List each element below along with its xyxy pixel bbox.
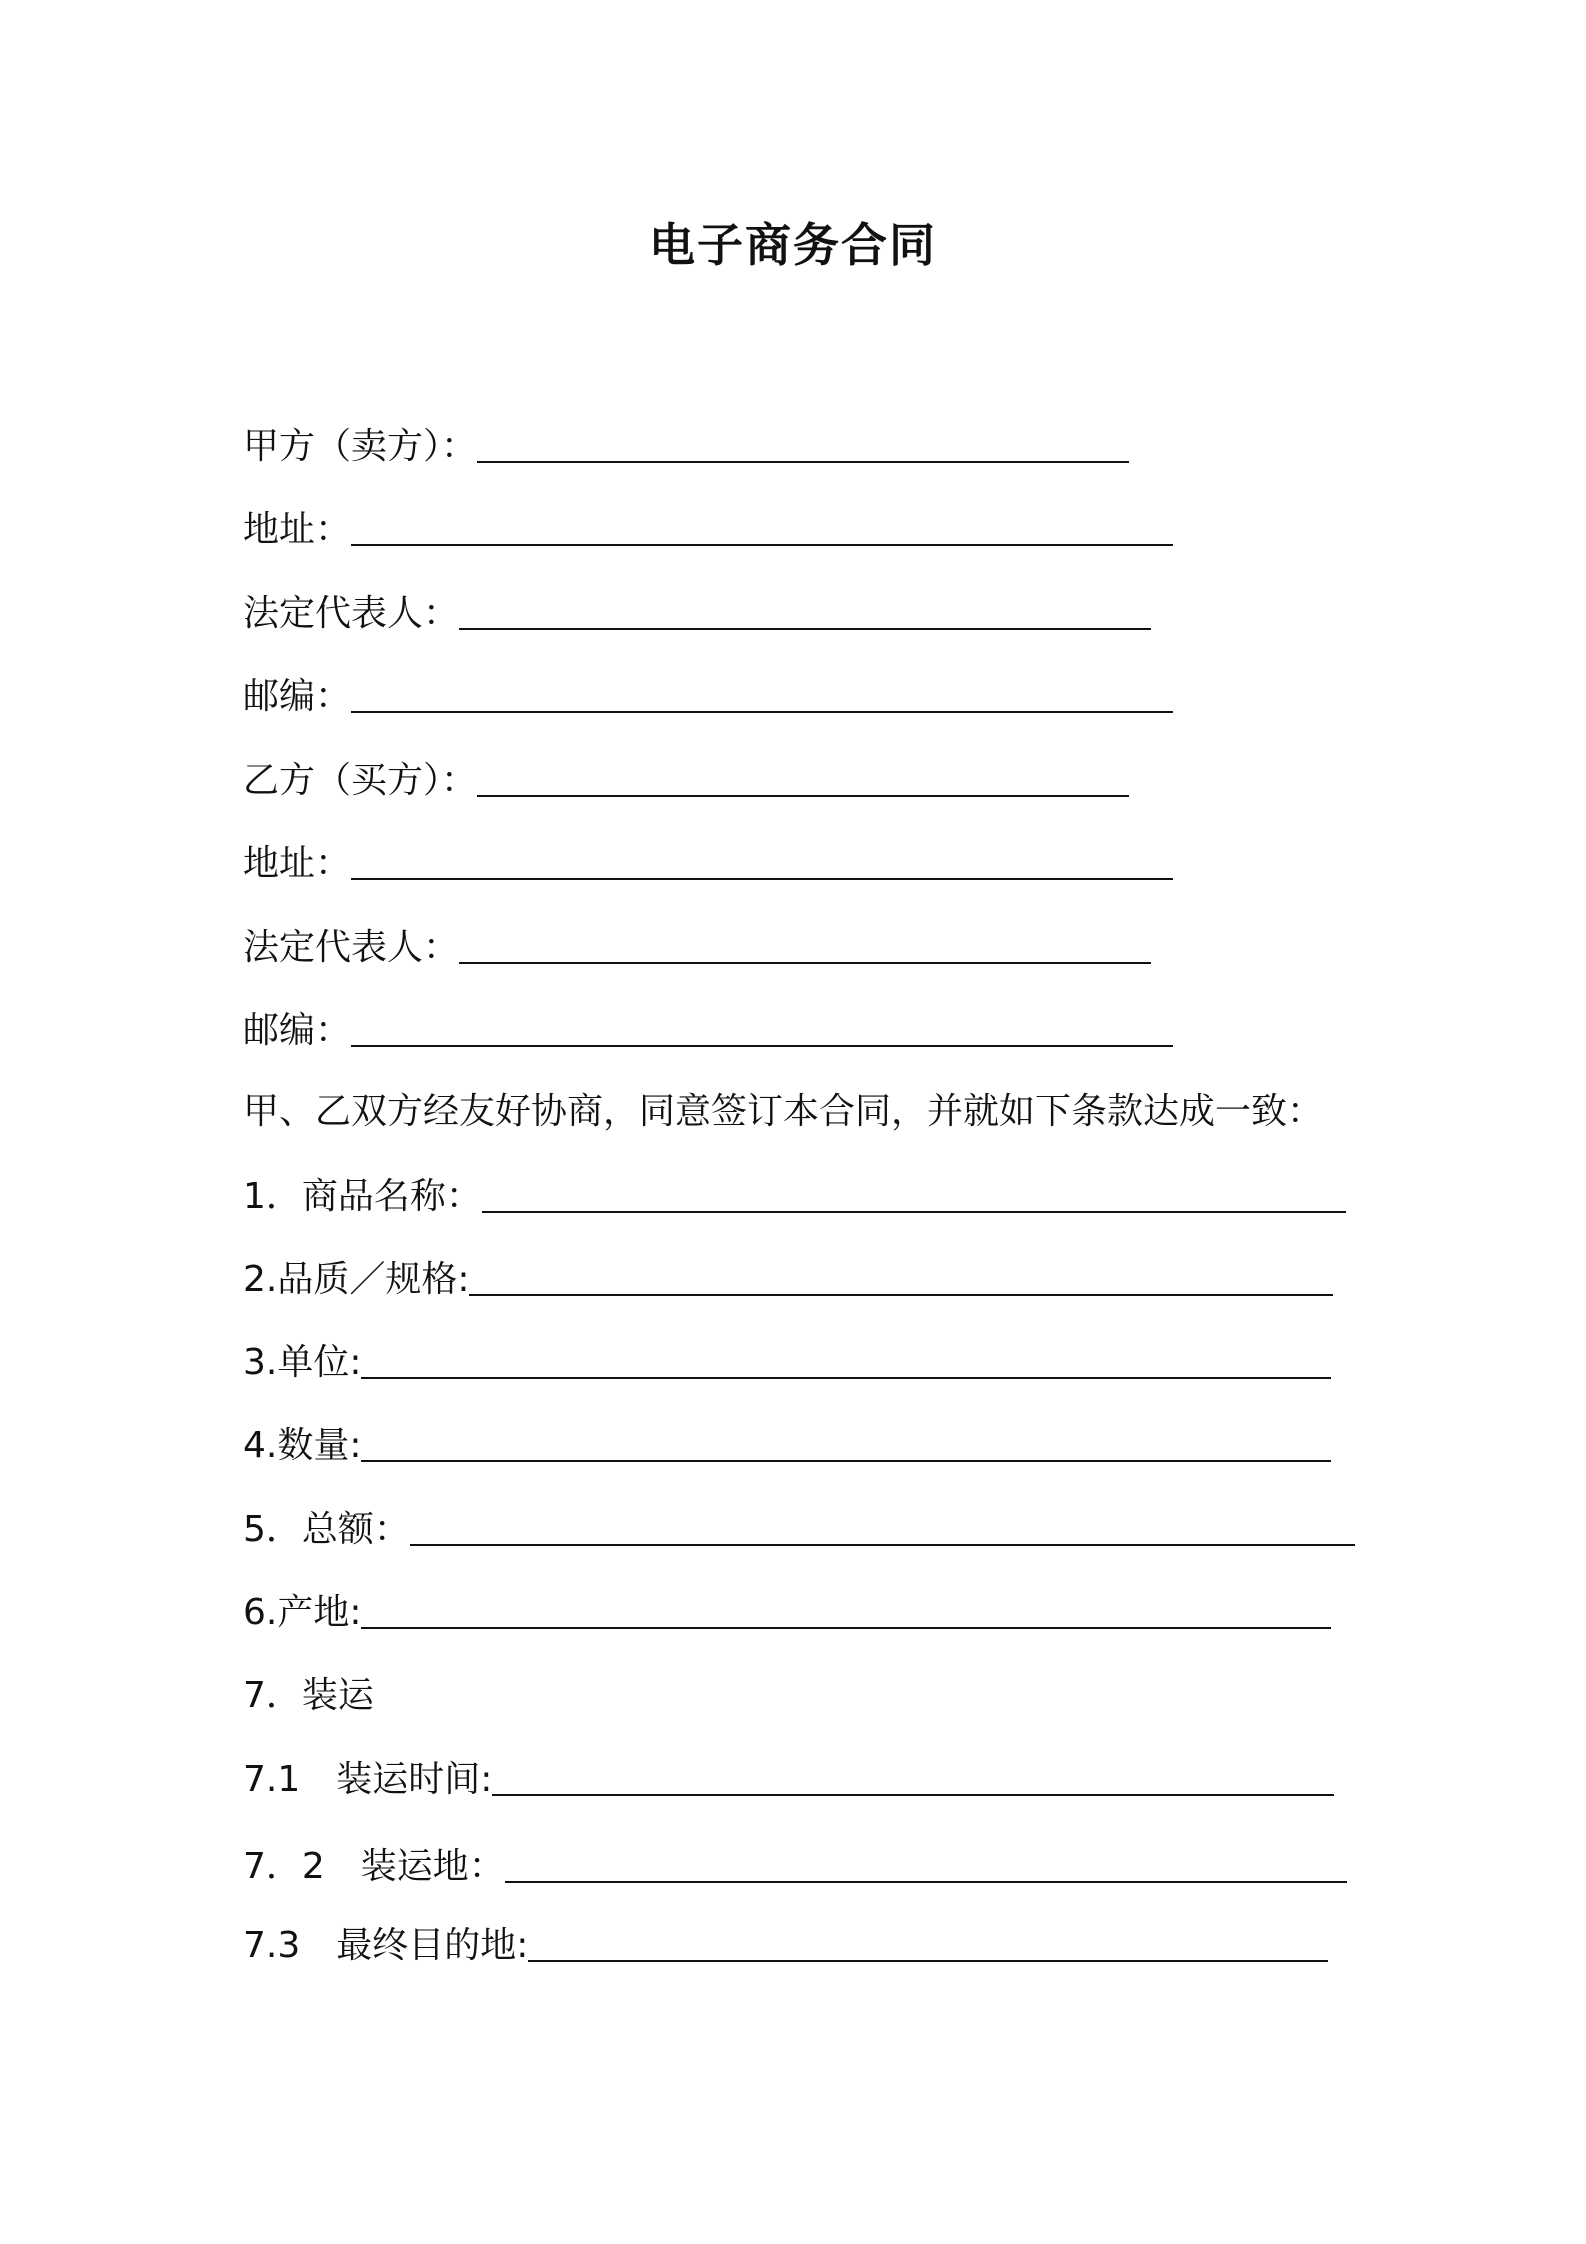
party-a-legal-rep-row bbox=[243, 582, 1151, 642]
party-b-address-label: 地址： bbox=[243, 843, 352, 884]
clause-6-row bbox=[243, 1581, 1331, 1641]
clause-6-field[interactable] bbox=[361, 1626, 1331, 1629]
clause-3-row bbox=[243, 1331, 1331, 1391]
party-a-name-label: 甲方（卖方）： bbox=[243, 426, 478, 467]
clause-6-label: 6.产地: bbox=[243, 1592, 362, 1633]
party-b-legal-rep-row bbox=[243, 916, 1151, 976]
party-a-name-row bbox=[243, 415, 1129, 475]
party-a-postcode-row bbox=[243, 665, 1173, 725]
clause-7-1-row bbox=[243, 1748, 1334, 1808]
party-b-name-field[interactable] bbox=[477, 794, 1129, 797]
party-a-name-field[interactable] bbox=[477, 460, 1129, 463]
party-b-legal-rep-label: 法定代表人： bbox=[243, 927, 460, 968]
clause-7-3-field[interactable] bbox=[528, 1959, 1328, 1962]
party-a-postcode-field[interactable] bbox=[351, 710, 1173, 713]
party-a-address-row bbox=[243, 498, 1173, 558]
party-a-address-label: 地址： bbox=[243, 509, 352, 550]
intro-row bbox=[243, 1080, 1323, 1140]
clause-4-row bbox=[243, 1414, 1331, 1474]
clause-7-2-row bbox=[243, 1835, 1347, 1895]
clause-5-label: 5．总额： bbox=[243, 1509, 410, 1550]
intro-text: 甲、乙双方经友好协商，同意签订本合同，并就如下条款达成一致： bbox=[243, 1091, 1324, 1132]
clause-2-row bbox=[243, 1248, 1333, 1308]
party-a-legal-rep-label: 法定代表人： bbox=[243, 593, 460, 634]
clause-5-field[interactable] bbox=[410, 1543, 1355, 1546]
clause-7-label: 7．装运 bbox=[243, 1675, 374, 1716]
party-b-postcode-row bbox=[243, 999, 1173, 1059]
clause-7-3-row bbox=[243, 1914, 1328, 1974]
clause-7-1-field[interactable] bbox=[492, 1793, 1334, 1796]
party-b-postcode-label: 邮编： bbox=[243, 1010, 352, 1051]
clause-1-label: 1．商品名称： bbox=[243, 1176, 482, 1217]
clause-7-1-label: 7.1 装运时间: bbox=[243, 1759, 493, 1800]
clause-3-field[interactable] bbox=[361, 1376, 1331, 1379]
clause-3-label: 3.单位: bbox=[243, 1342, 362, 1383]
clause-2-label: 2.品质／规格: bbox=[243, 1259, 470, 1300]
party-a-legal-rep-field[interactable] bbox=[459, 627, 1151, 630]
party-b-name-row bbox=[243, 749, 1129, 809]
clause-1-field[interactable] bbox=[482, 1210, 1346, 1213]
clause-7-3-label: 7.3 最终目的地: bbox=[243, 1925, 529, 1966]
party-a-postcode-label: 邮编： bbox=[243, 676, 352, 717]
clause-1-row bbox=[243, 1165, 1346, 1225]
party-b-legal-rep-field[interactable] bbox=[459, 961, 1151, 964]
party-b-address-field[interactable] bbox=[351, 877, 1173, 880]
clause-4-label: 4.数量: bbox=[243, 1425, 362, 1466]
clause-7-2-field[interactable] bbox=[505, 1880, 1347, 1883]
party-b-address-row bbox=[243, 832, 1173, 892]
party-b-name-label: 乙方（买方）： bbox=[243, 760, 478, 801]
clause-5-row bbox=[243, 1498, 1355, 1558]
document-title: 电子商务合同 bbox=[649, 218, 937, 272]
clause-7-2-label: 7．2 装运地： bbox=[243, 1846, 505, 1887]
clause-4-field[interactable] bbox=[361, 1459, 1331, 1462]
party-a-address-field[interactable] bbox=[351, 543, 1173, 546]
clause-2-field[interactable] bbox=[469, 1293, 1333, 1296]
party-b-postcode-field[interactable] bbox=[351, 1044, 1173, 1047]
clause-7-row bbox=[243, 1664, 374, 1724]
